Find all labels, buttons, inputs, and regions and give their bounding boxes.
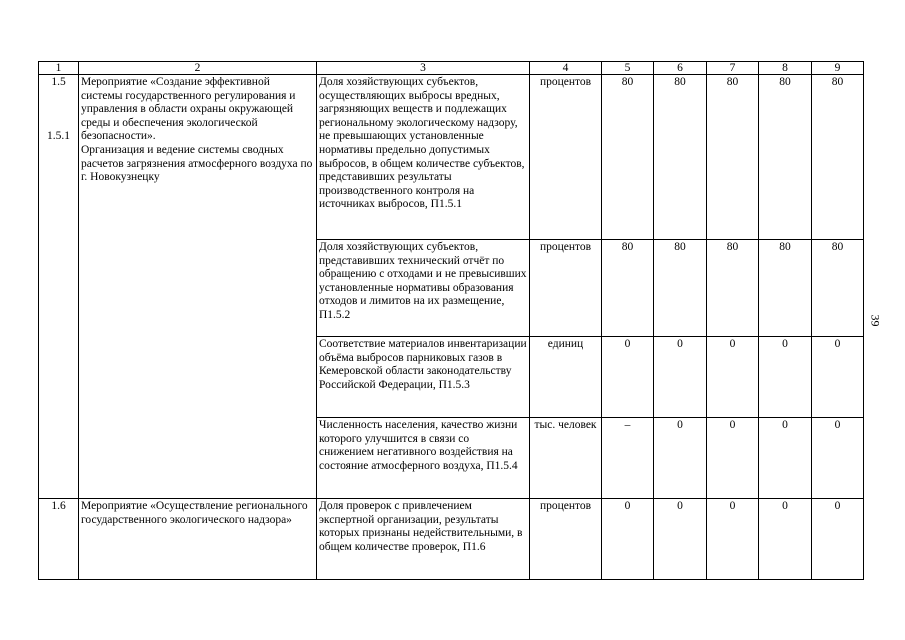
value-cell: – [602,418,654,499]
value-cell: 0 [707,337,759,418]
value-cell: 0 [707,418,759,499]
value-cell: 80 [759,240,812,337]
column-number-row [39,62,864,75]
value-cell: 80 [707,75,759,240]
value-cell: 0 [759,418,812,499]
col-header: 1 [39,62,79,75]
col-header: 8 [759,62,812,75]
col-header: 6 [654,62,707,75]
unit-cell: процентов [530,499,602,580]
measure-number: 1.5.1 [47,129,70,142]
col-header: 5 [602,62,654,75]
unit-cell: процентов [530,240,602,337]
indicator-cell: Доля хозяйствующих субъектов, представивших технический отчёт по обращению с отходами и не превысивших установленные нормативы образования отходов и лимитов на их размещение, П1.5.2 [317,240,530,337]
value-cell: 0 [812,337,864,418]
table-row [39,499,864,580]
unit-cell: единиц [530,337,602,418]
value-cell: 80 [602,75,654,240]
col-header: 9 [812,62,864,75]
measure-name: Мероприятие «Создание эффективной системы государственного регулирования и управления в области охраны окружающей среды и обеспечения экологической безопасности». [81,76,296,143]
value-cell: 0 [759,337,812,418]
value-cell: 80 [654,240,707,337]
value-cell: 80 [759,75,812,240]
indicator-cell: Соответствие материалов инвентаризации объёма выбросов парниковых газов в Кемеровской области законодательству Российской Федерации, П1.5.3 [317,337,530,418]
measure-number-cell [39,75,79,499]
col-header: 3 [317,62,530,75]
value-cell: 0 [759,499,812,580]
value-cell: 0 [812,499,864,580]
value-cell: 0 [707,499,759,580]
value-cell: 80 [812,75,864,240]
page-number: 39 [868,314,883,327]
indicator-cell: Численность населения, качество жизни которого улучшится в связи со снижением негативного воздействия на состояние атмосферного воздуха, П1.5.4 [317,418,530,499]
value-cell: 0 [812,418,864,499]
value-cell: 0 [654,418,707,499]
value-cell: 80 [654,75,707,240]
value-cell: 80 [602,240,654,337]
col-header: 7 [707,62,759,75]
measure-number: 1.6 [39,499,79,580]
col-header: 2 [79,62,317,75]
value-cell: 80 [707,240,759,337]
value-cell: 0 [654,499,707,580]
measure-name: Организация и ведение системы сводных расчетов загрязнения атмосферного воздуха по г. Новокузнецку [81,143,313,184]
value-cell: 80 [812,240,864,337]
measure-name-cell [79,75,317,499]
col-header: 4 [530,62,602,75]
value-cell: 0 [654,337,707,418]
table-row [39,75,864,240]
unit-cell: тыс. человек [530,418,602,499]
measure-number: 1.5 [51,76,66,88]
value-cell: 0 [602,499,654,580]
indicator-cell: Доля хозяйствующих субъектов, осуществляющих выбросы вредных, загрязняющих веществ и подлежащих региональному экологическому надзору, не превышающих установленные нормативы предельно допустимых выбросов, в общем количестве субъектов, представивших результаты производственного контроля на источниках выбросов, П1.5.1 [317,75,530,240]
measure-name: Мероприятие «Осуществление регионального государственного экологического надзора» [79,499,317,580]
unit-cell: процентов [530,75,602,240]
value-cell: 0 [602,337,654,418]
indicator-cell: Доля проверок с привлечением экспертной организации, результаты которых признаны недействительными, в общем количестве проверок, П1.6 [317,499,530,580]
indicators-table [38,61,864,580]
